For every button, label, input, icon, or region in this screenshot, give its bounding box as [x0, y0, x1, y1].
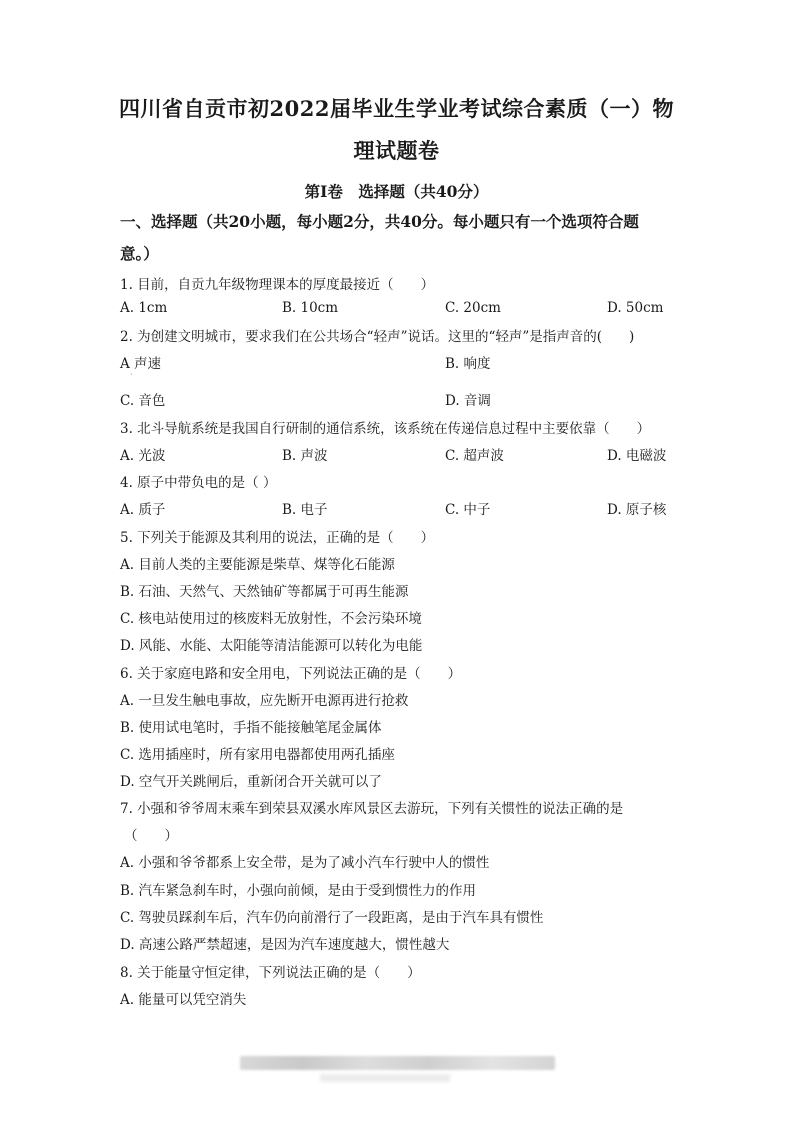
- question-7-option-b: B. 汽车紧急刹车时，小强向前倾，是由于受到惯性力的作用: [120, 883, 477, 899]
- question-2-stem: 2. 为创建文明城市，要求我们在公共场合“轻声”说话。这里的“轻声”是指声音的( ): [120, 329, 635, 345]
- question-7-stem-line-2: （ ）: [124, 828, 178, 844]
- question-5-option-b: B. 石油、天然气、天然铀矿等都属于可再生能源: [120, 584, 409, 600]
- part-heading-line-1: 一、选择题（共20小题，每小题2分，共40分。每小题只有一个选项符合题: [120, 212, 639, 231]
- question-2-option-d: D. 音调: [445, 393, 491, 409]
- question-6-option-c: C. 选用插座时，所有家用电器都使用两孔插座: [120, 747, 395, 763]
- question-4-option-c: C. 中子: [445, 502, 491, 518]
- question-7-stem-line-1: 7. 小强和爷爷周末乘车到荣县双溪水库风景区去游玩，下列有关惯性的说法正确的是: [120, 801, 624, 817]
- title-line-1: 四川省自贡市初2022届毕业生学业考试综合素质（一）物: [119, 96, 674, 121]
- question-5-option-d: D. 风能、水能、太阳能等清洁能源可以转化为电能: [120, 638, 423, 654]
- question-5-option-c: C. 核电站使用过的核废料无放射性，不会污染环境: [120, 611, 422, 627]
- question-7-option-a: A. 小强和爷爷都系上安全带，是为了减小汽车行驶中人的惯性: [120, 855, 490, 871]
- part-heading: [120, 206, 680, 270]
- question-4-option-b: B. 电子: [282, 502, 328, 518]
- question-1-option-d: D. 50cm: [607, 300, 664, 316]
- blurred-footer: [240, 1056, 555, 1070]
- question-1-stem: 1. 目前，自贡九年级物理课本的厚度最接近（ ）: [120, 277, 435, 293]
- section-heading: 第Ⅰ卷 选择题（共40分）: [304, 182, 489, 201]
- question-4-option-d: D. 原子核: [607, 502, 667, 518]
- stray-mark: ·: [130, 370, 133, 379]
- question-5-option-a: A. 目前人类的主要能源是柴草、煤等化石能源: [120, 557, 395, 573]
- question-3-option-a: A. 光波: [120, 448, 166, 464]
- question-3-option-d: D. 电磁波: [607, 448, 667, 464]
- title-line-2: 理试题卷: [353, 138, 440, 163]
- question-6-option-d: D. 空气开关跳闸后，重新闭合开关就可以了: [120, 774, 382, 790]
- blurred-footer-sub: [320, 1074, 450, 1082]
- question-1-option-b: B. 10cm: [282, 300, 339, 316]
- question-7-option-d: D. 高速公路严禁超速，是因为汽车速度越大，惯性越大: [120, 937, 450, 953]
- question-4-stem: 4. 原子中带负电的是（ ）: [120, 475, 277, 491]
- question-8-stem: 8. 关于能量守恒定律，下列说法正确的是（ ）: [120, 965, 421, 981]
- question-3-stem: 3. 北斗导航系统是我国自行研制的通信系统，该系统在传递信息过程中主要依靠（ ）: [120, 421, 651, 437]
- question-6-option-b: B. 使用试电笔时，手指不能接触笔尾金属体: [120, 720, 382, 736]
- question-4-option-a: A. 质子: [120, 502, 166, 518]
- question-1-option-c: C. 20cm: [445, 300, 501, 316]
- part-heading-line-2: 意。）: [120, 244, 159, 263]
- question-2-option-a: A 声速: [120, 356, 162, 372]
- question-6-stem: 6. 关于家庭电路和安全用电，下列说法正确的是（ ）: [120, 666, 462, 682]
- question-5-stem: 5. 下列关于能源及其利用的说法，正确的是（ ）: [120, 530, 435, 546]
- page-title: [110, 88, 683, 172]
- question-1-option-a: A. 1cm: [120, 300, 168, 316]
- question-6-option-a: A. 一旦发生触电事故，应先断开电源再进行抢救: [120, 693, 409, 709]
- question-3-option-c: C. 超声波: [445, 448, 504, 464]
- question-2-option-b: B. 响度: [445, 356, 491, 372]
- question-7-option-c: C. 驾驶员踩刹车后，汽车仍向前滑行了一段距离，是由于汽车具有惯性: [120, 910, 544, 926]
- question-2-option-c: C. 音色: [120, 393, 166, 409]
- question-3-option-b: B. 声波: [282, 448, 328, 464]
- question-8-option-a: A. 能量可以凭空消失: [120, 992, 247, 1008]
